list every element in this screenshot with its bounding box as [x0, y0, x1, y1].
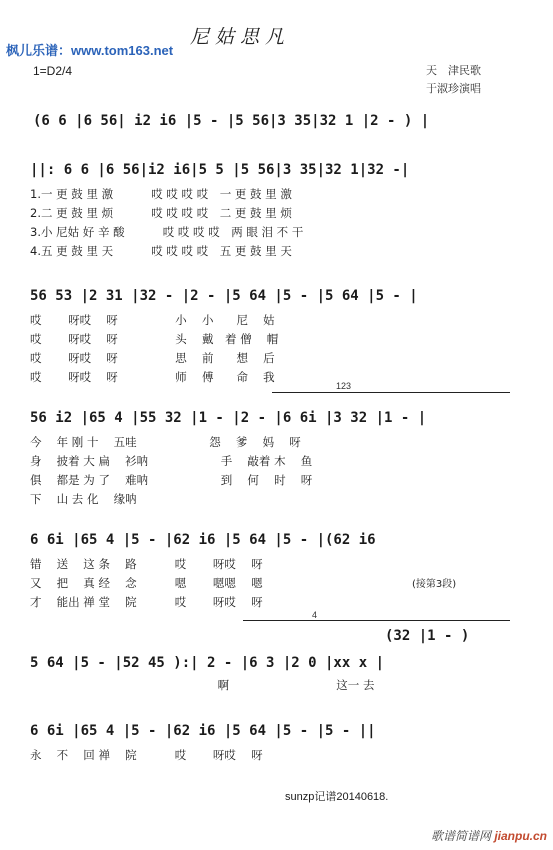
performer-label: 于淑珍演唱: [426, 83, 481, 95]
system-4-lyric-1: 错 送 这 条 路 哎 呀哎 呀: [30, 557, 263, 571]
watermark: [431, 827, 547, 844]
system-2-notes: 56 53 |2 31 |32 - |2 - |5 64 |5 - |5 64 |5 - |: [30, 288, 418, 304]
system-3-lyric-2: 身 披着 大 扁 衫呐 手 敲着 木 鱼: [30, 454, 313, 468]
ending-bracket: (32 |1 - ): [385, 628, 470, 644]
system-4-lyric-3: 才 能出 禅 堂 院 哎 呀哎 呀: [30, 595, 263, 609]
system-3-lyric-3: 俱 都是 为 了 难呐 到 何 时 呀: [30, 473, 313, 487]
continue-note: (接第3段): [412, 579, 457, 590]
system-2-lyric-1: 哎 呀哎 呀 小 小 尼 姑: [30, 313, 275, 327]
system-5-notes: 5 64 |5 - |52 45 ):| 2 - |6 3 |2 0 |xx x |: [30, 655, 385, 671]
system-1-notes: ||: 6 6 |6 56|i2 i6|5 5 |5 56|3 35|32 1|32 -|: [30, 162, 410, 178]
intro-notes: (6 6 |6 56| i2 i6 |5 - |5 56|3 35|32 1 |2 - ) |: [33, 113, 430, 129]
composer-label: 天 津民歌: [426, 65, 481, 77]
transcriber-credit: sunzp记谱20140618.: [285, 791, 389, 803]
system-3-notes: 56 i2 |65 4 |55 32 |1 - |2 - |6 6i |3 32 |1 - |: [30, 410, 427, 426]
system-1-lyric-2: 2.二 更 鼓 里 烦 哎 哎 哎 哎 二 更 鼓 里 烦: [30, 206, 292, 220]
system-1-lyric-4: 4.五 更 鼓 里 天 哎 哎 哎 哎 五 更 鼓 里 天: [30, 244, 292, 258]
site-label[interactable]: 枫儿乐谱：www.tom163.net: [6, 43, 174, 58]
watermark-url: jianpu.cn: [494, 829, 547, 843]
key-signature: 1=D2/4: [33, 64, 73, 78]
system-1-lyric-3: 3.小 尼姑 好 辛 酸 哎 哎 哎 哎 两 眼 泪 不 干: [30, 225, 304, 239]
score-title: 尼姑思凡: [190, 26, 291, 48]
system-3-lyric-1: 今 年 刚 十 五哇 怨 爹 妈 呀: [30, 435, 301, 449]
system-2-lyric-4: 哎 呀哎 呀 师 傅 命 我: [30, 370, 275, 384]
system-1-lyric-1: 1.一 更 鼓 里 激 哎 哎 哎 哎 一 更 鼓 里 激: [30, 187, 292, 201]
watermark-cn: 歌谱简谱网: [430, 829, 491, 843]
system-2-lyric-3: 哎 呀哎 呀 思 前 想 后: [30, 351, 275, 365]
system-2-lyric-2: 哎 呀哎 呀 头 戴 着 僧 帽: [30, 332, 279, 346]
system-5-lyric-1: 啊 这一 去: [30, 678, 375, 692]
volta-bracket-123: [272, 392, 510, 393]
system-6-lyric-1: 永 不 回 禅 院 哎 呀哎 呀: [30, 748, 263, 762]
system-3-lyric-4: 下 山 去 化 缘呐: [30, 492, 137, 506]
system-6-notes: 6 6i |65 4 |5 - |62 i6 |5 64 |5 - |5 - ||: [30, 723, 376, 739]
system-4-lyric-2: 又 把 真 经 念 嗯 嗯嗯 嗯: [30, 576, 263, 590]
volta-label-4: 4: [312, 610, 318, 620]
volta-label-123: 123: [336, 381, 352, 391]
system-4-notes: 6 6i |65 4 |5 - |62 i6 |5 64 |5 - |(62 i6: [30, 532, 376, 548]
volta-bracket-4: [243, 620, 510, 621]
